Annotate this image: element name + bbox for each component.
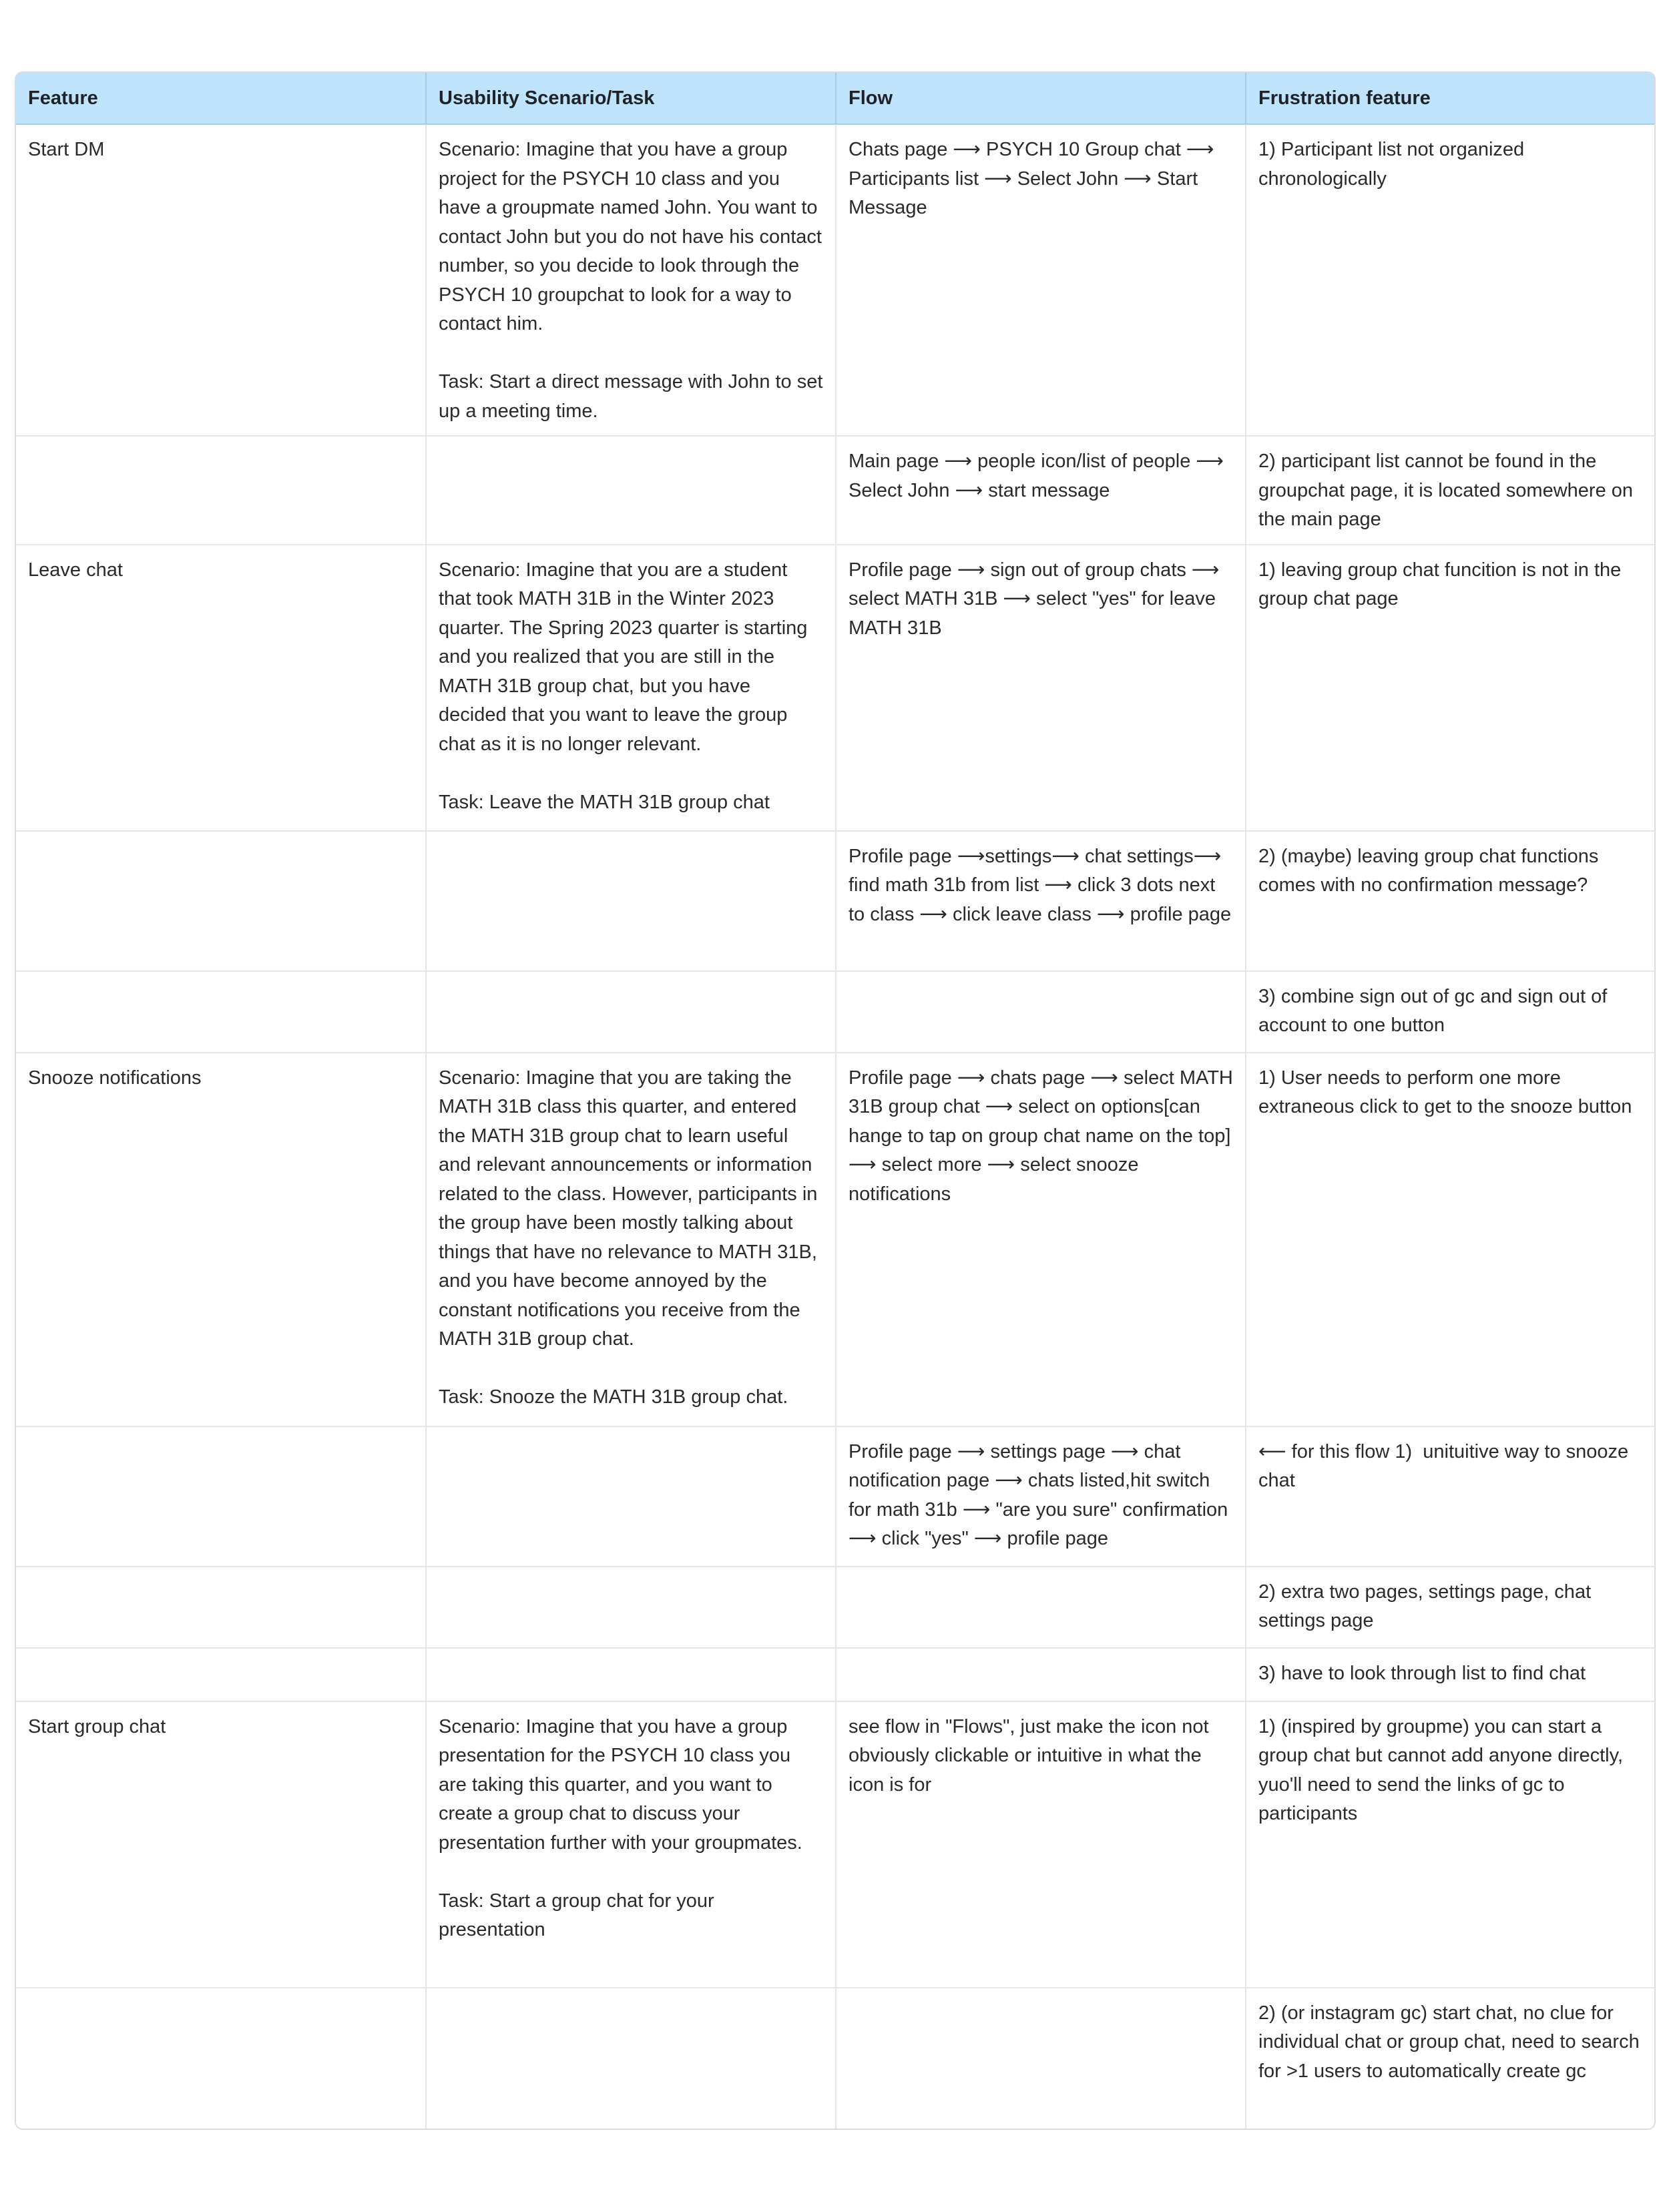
usability-table-grid <box>16 73 1654 2129</box>
table-body <box>16 124 1654 2129</box>
cell-feature <box>16 436 426 545</box>
table-row <box>16 436 1654 545</box>
table-row <box>16 1426 1654 1567</box>
cell-flow: see flow in "Flows", just make the icon not obviously clickable or intuitive in what the icon is for <box>836 1701 1246 1988</box>
table-row <box>16 1701 1654 1988</box>
header-row <box>16 73 1654 124</box>
cell-feature: Leave chat <box>16 545 426 831</box>
cell-flow <box>836 1988 1246 2129</box>
cell-frustration: 2) participant list cannot be found in the groupchat page, it is located somewhere on the main page <box>1246 436 1654 545</box>
cell-scenario: Scenario: Imagine that you are taking the MATH 31B class this quarter, and entered the MATH 31B group chat to learn useful and relevant announcements or information related to the class. However, participants in the group have been mostly talking about things that have no relevance to MATH 31B, and you have become annoyed by the constant notifications you receive from the MATH 31B group chat. Task: Snooze the MATH 31B group chat. <box>426 1053 836 1426</box>
cell-scenario: Scenario: Imagine that you are a student that took MATH 31B in the Winter 2023 quarter. The Spring 2023 quarter is starting and you realized that you are still in the MATH 31B group chat, but you have decided that you want to leave the group chat as it is no longer relevant. Task: Leave the MATH 31B group chat <box>426 545 836 831</box>
cell-flow: Profile page ⟶ settings page ⟶ chat notification page ⟶ chats listed,hit switch for math 31b ⟶ "are you sure" confirmation ⟶ click "yes" ⟶ profile page <box>836 1426 1246 1567</box>
cell-frustration: 2) extra two pages, settings page, chat settings page <box>1246 1567 1654 1648</box>
cell-flow: Profile page ⟶ sign out of group chats ⟶ select MATH 31B ⟶ select "yes" for leave MATH 31B <box>836 545 1246 831</box>
cell-flow <box>836 971 1246 1053</box>
cell-scenario <box>426 1648 836 1701</box>
table-row <box>16 1567 1654 1648</box>
cell-scenario: Scenario: Imagine that you have a group presentation for the PSYCH 10 class you are taking this quarter, and you want to create a group chat to discuss your presentation further with your groupmates. Task: Start a group chat for your presentation <box>426 1701 836 1988</box>
cell-frustration: 1) leaving group chat funcition is not in the group chat page <box>1246 545 1654 831</box>
header-frustration: Frustration feature <box>1246 73 1654 124</box>
cell-flow: Profile page ⟶ chats page ⟶ select MATH 31B group chat ⟶ select on options[can hange to tap on group chat name on the top] ⟶ select more ⟶ select snooze notifications <box>836 1053 1246 1426</box>
cell-feature <box>16 1426 426 1567</box>
cell-frustration: 3) have to look through list to find chat <box>1246 1648 1654 1701</box>
cell-feature <box>16 831 426 971</box>
cell-feature: Start group chat <box>16 1701 426 1988</box>
cell-frustration: 2) (maybe) leaving group chat functions comes with no confirmation message? <box>1246 831 1654 971</box>
cell-scenario <box>426 1988 836 2129</box>
cell-scenario <box>426 1426 836 1567</box>
cell-frustration: 2) (or instagram gc) start chat, no clue for individual chat or group chat, need to search for >1 users to automatically create gc <box>1258 2002 1645 2082</box>
header-scenario: Usability Scenario/Task <box>426 73 836 124</box>
cell-frustration: ⟵ for this flow 1) unituitive way to snooze chat <box>1246 1426 1654 1567</box>
header-feature: Feature <box>16 73 426 124</box>
cell-scenario: Scenario: Imagine that you have a group project for the PSYCH 10 class and you have a groupmate named John. You want to contact John but you do not have his contact number, so you decide to look through the PSYCH 10 groupchat to look for a way to contact him. Task: Start a direct message with John to set up a meeting time. <box>426 124 836 436</box>
cell-frustration: 3) combine sign out of gc and sign out of account to one button <box>1246 971 1654 1053</box>
cell-feature <box>16 1988 426 2129</box>
cell-flow: Chats page ⟶ PSYCH 10 Group chat ⟶ Participants list ⟶ Select John ⟶ Start Message <box>836 124 1246 436</box>
table-row <box>16 1988 1654 2129</box>
table-row <box>16 124 1654 436</box>
cell-scenario <box>426 971 836 1053</box>
cell-feature: Start DM <box>16 124 426 436</box>
cell-scenario <box>426 831 836 971</box>
cell-frustration: 1) User needs to perform one more extraneous click to get to the snooze button <box>1246 1053 1654 1426</box>
cell-scenario <box>426 1567 836 1648</box>
cell-feature <box>16 1648 426 1701</box>
table-row <box>16 831 1654 971</box>
table-header <box>16 73 1654 124</box>
header-flow: Flow <box>836 73 1246 124</box>
table-row <box>16 1648 1654 1701</box>
cell-frustration: 1) (inspired by groupme) you can start a group chat but cannot add anyone directly, yuo'll need to send the links of gc to participants <box>1246 1701 1654 1988</box>
cell-flow: Profile page ⟶settings⟶ chat settings⟶ find math 31b from list ⟶ click 3 dots next to class ⟶ click leave class ⟶ profile page <box>836 831 1246 971</box>
cell-flow <box>836 1567 1246 1648</box>
cell-scenario <box>426 436 836 545</box>
cell-flow <box>836 1648 1246 1701</box>
cell-feature <box>16 971 426 1053</box>
table-row <box>16 1053 1654 1426</box>
cell-flow: Main page ⟶ people icon/list of people ⟶ Select John ⟶ start message <box>836 436 1246 545</box>
table-row <box>16 971 1654 1053</box>
usability-table <box>15 71 1656 2130</box>
cell-frustration: 1) Participant list not organized chronologically <box>1246 124 1654 436</box>
cell-feature: Snooze notifications <box>16 1053 426 1426</box>
table-row <box>16 545 1654 831</box>
cell-feature <box>16 1567 426 1648</box>
